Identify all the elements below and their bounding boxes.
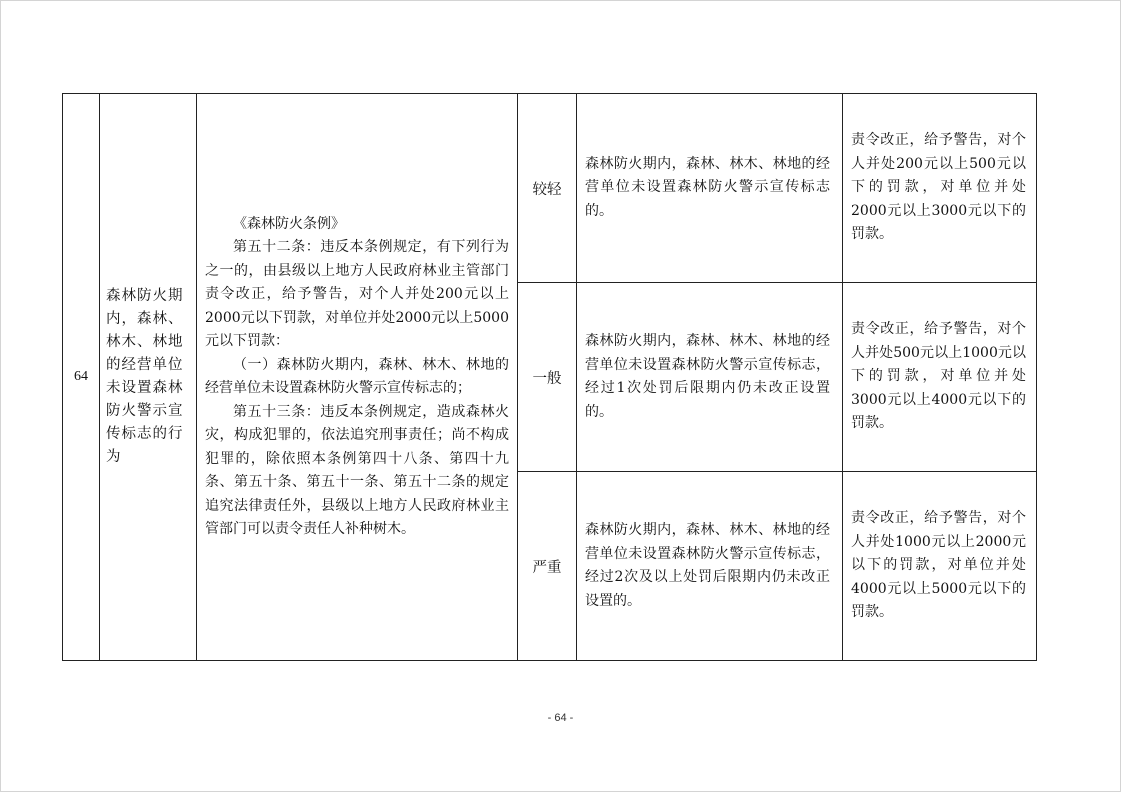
basis-article-52: 第五十二条：违反本条例规定，有下列行为之一的，由县级以上地方人民政府林业主管部门责令改正，给予警告，对个人并处200元以上2000元以下罚款，对单位并处2000元以上5000元以下罚款： [205, 239, 509, 349]
penalty-general: 责令改正，给予警告，对个人并处500元以上1000元以下的罚款，对单位并处3000元以上4000元以下的罚款。 [843, 283, 1037, 472]
basis-clause-1: （一）森林防火期内，森林、林木、林地的经营单位未设置森林防火警示宣传标志的； [205, 356, 509, 396]
row-number: 64 [63, 94, 100, 661]
circumstance-serious: 森林防火期内，森林、林木、林地的经营单位未设置森林防火警示宣传标志，经过2次及以上处罚后限期内仍未改正设置的。 [577, 472, 843, 661]
basis-regulation-title: 《森林防火条例》 [233, 215, 345, 232]
basis-article-53: 第五十三条：违反本条例规定，造成森林火灾，构成犯罪的，依法追究刑事责任；尚不构成犯罪的，除依照本条例第四十八条、第四十九条、第五十条、第五十一条、第五十二条的规定追究法律责任外，县级以上地方人民政府林业主管部门可以责令责任人补种树木。 [205, 403, 509, 537]
penalty-standard-table [62, 93, 1037, 661]
violation-item-name: 森林防火期内，森林、林木、林地的经营单位未设置森林防火警示宣传标志的行为 [100, 94, 197, 661]
legal-basis [197, 94, 518, 661]
level-serious: 严重 [518, 472, 577, 661]
level-general: 一般 [518, 283, 577, 472]
circumstance-minor: 森林防火期内，森林、林木、林地的经营单位未设置森林防火警示宣传标志的。 [577, 94, 843, 283]
table-row [63, 94, 1037, 283]
circumstance-general: 森林防火期内，森林、林木、林地的经营单位未设置森林防火警示宣传标志，经过1次处罚后限期内仍未改正设置的。 [577, 283, 843, 472]
level-minor: 较轻 [518, 94, 577, 283]
page-number: - 64 - [547, 712, 574, 724]
penalty-serious: 责令改正，给予警告，对个人并处1000元以上2000元以下的罚款，对单位并处4000元以上5000元以下的罚款。 [843, 472, 1037, 661]
penalty-minor: 责令改正，给予警告，对个人并处200元以上500元以下的罚款，对单位并处2000元以上3000元以下的罚款。 [843, 94, 1037, 283]
